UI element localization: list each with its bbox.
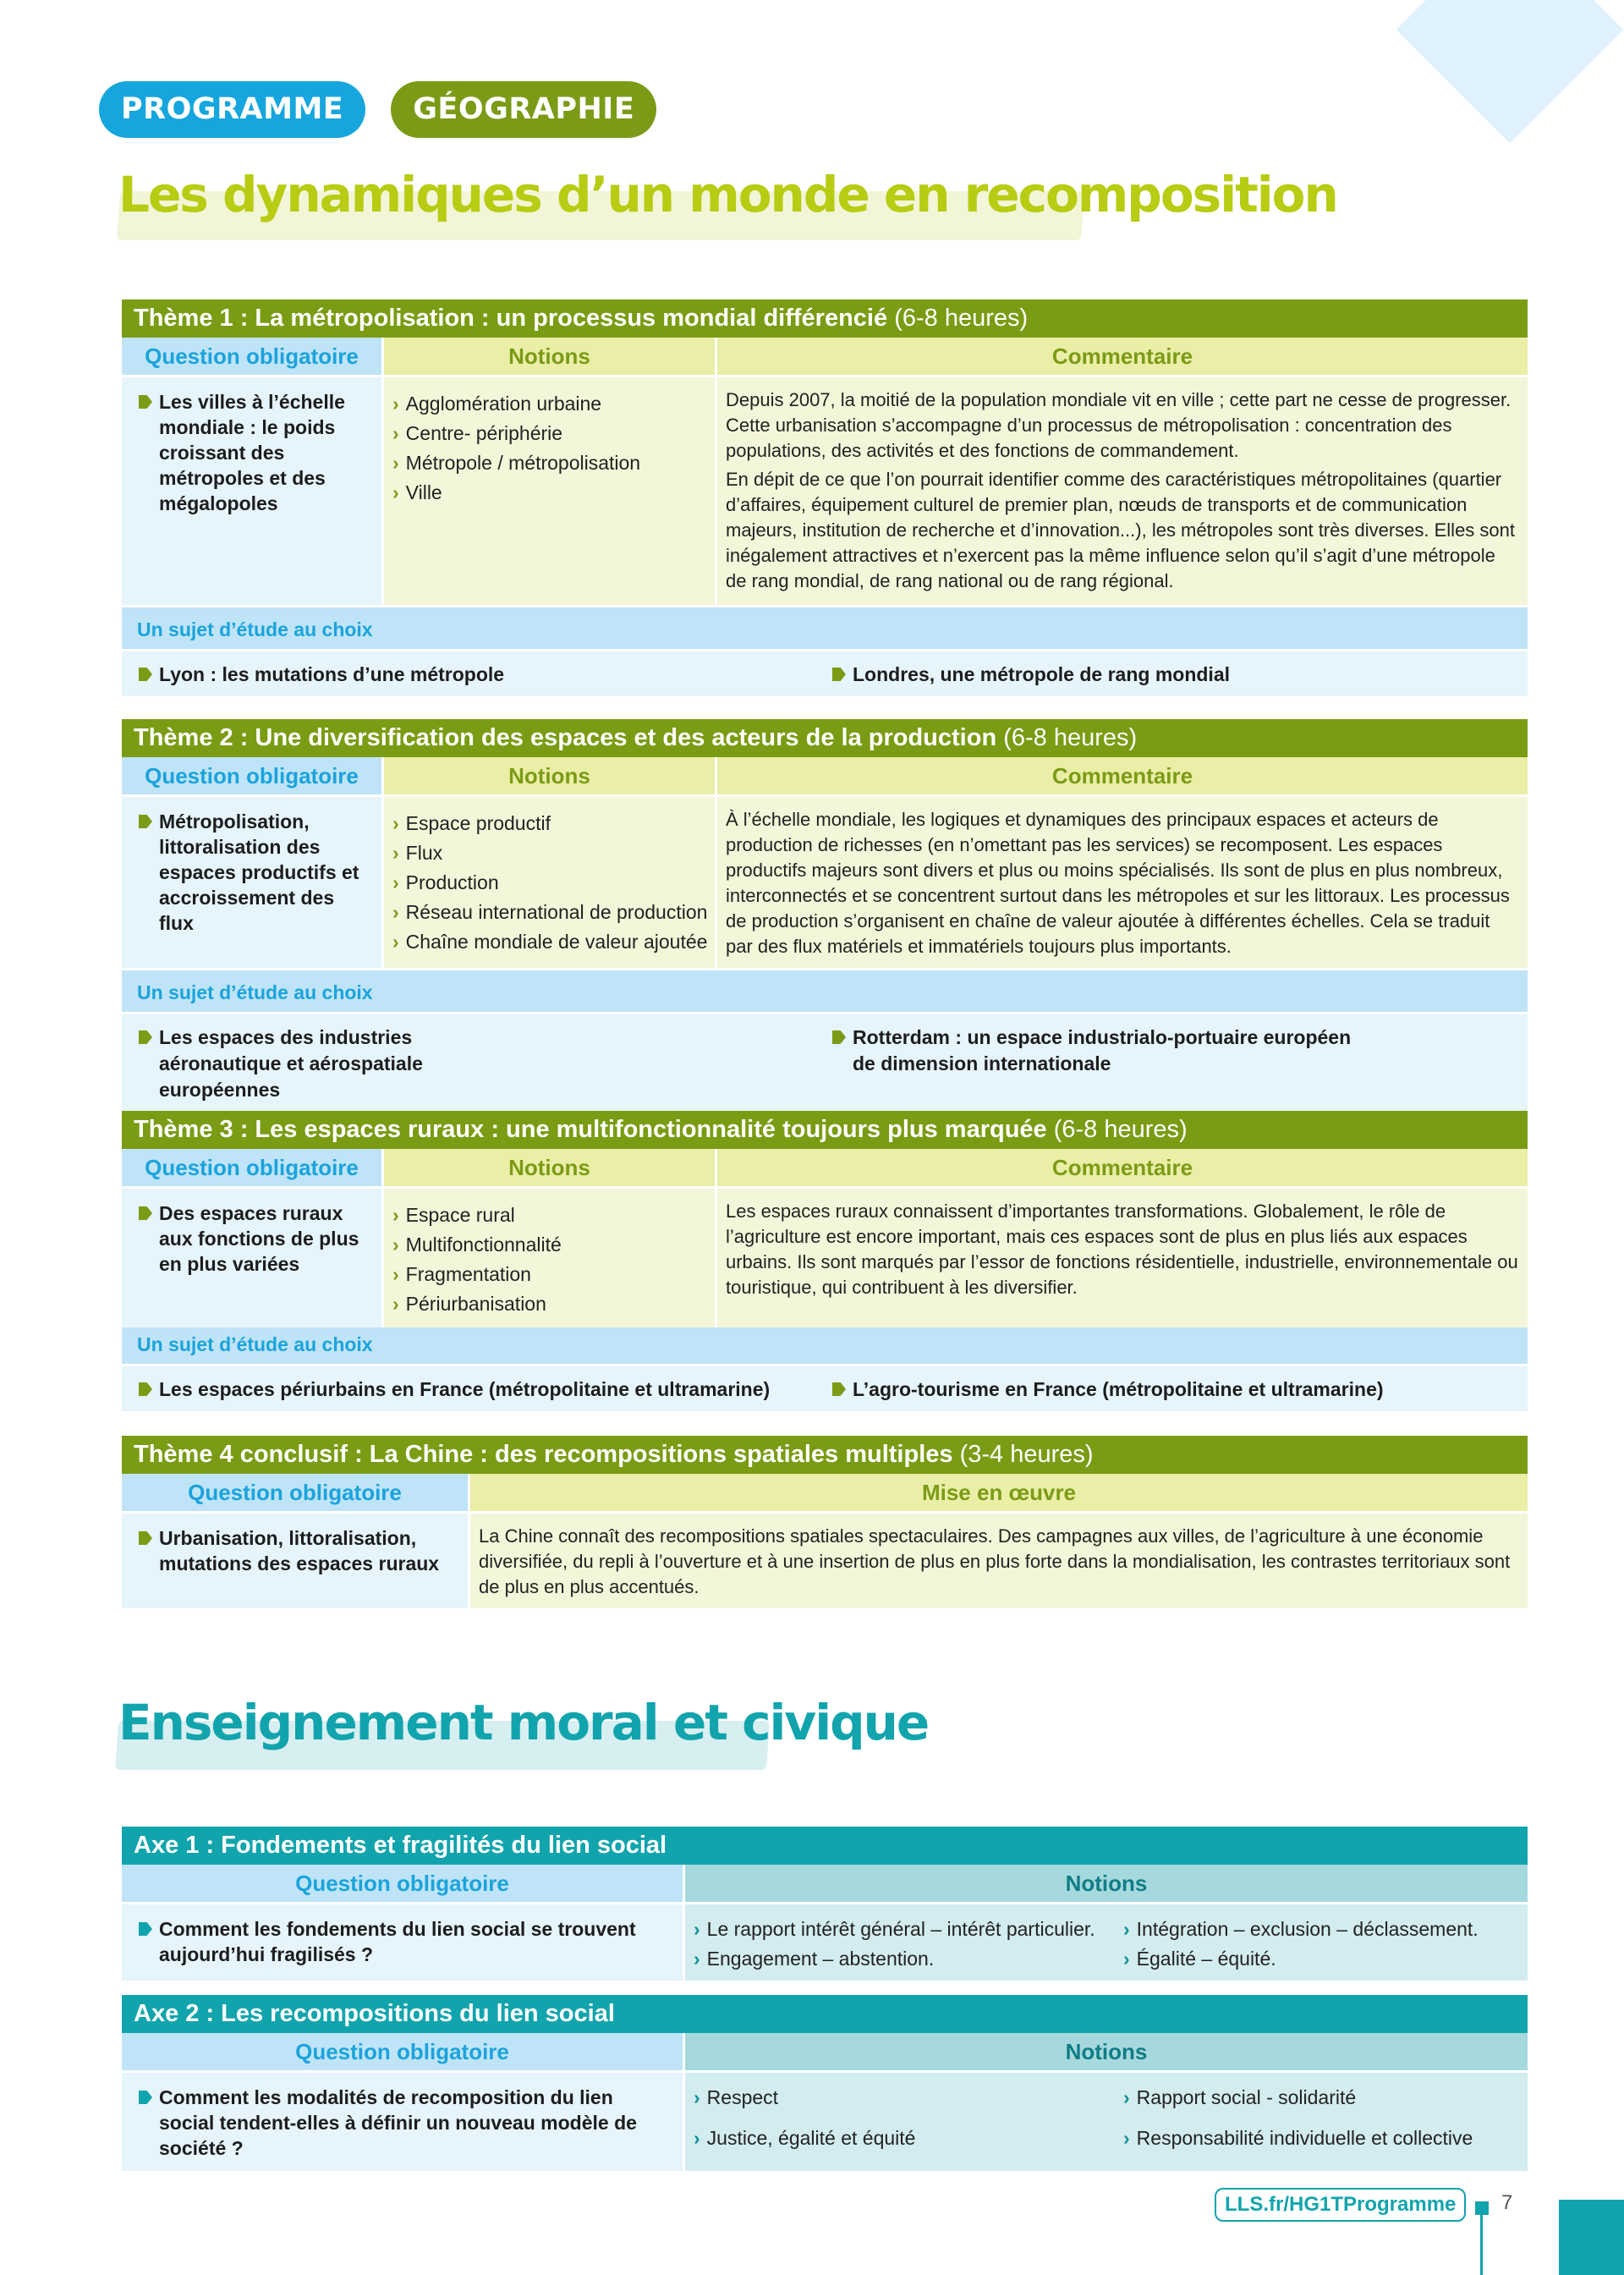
- commentaire-cell: [717, 377, 1528, 605]
- chevron-right-icon: ›: [392, 931, 399, 953]
- axe-1-header: Axe 1 : Fondements et fragilités du lien social: [122, 1827, 1528, 1865]
- theme-2-header: [122, 719, 1528, 757]
- flag-icon: [139, 815, 152, 828]
- commentaire-cell: [717, 797, 1528, 968]
- chevron-right-icon: ›: [694, 2127, 700, 2149]
- notions-cell: [384, 377, 717, 605]
- question-cell: [122, 1514, 470, 1608]
- chevron-right-icon: ›: [392, 1234, 399, 1256]
- notion-item: › Fragmentation: [392, 1260, 706, 1289]
- flag-icon: [139, 2091, 152, 2104]
- chevron-right-icon: ›: [392, 812, 399, 834]
- commentaire-paragraph: En dépit de ce que l’on pourrait identifier comme des caractéristiques métropolitaines (quartier d’affaires, équipement culturel de premier plan, nœuds de transports et de communication majeurs, institution de recherche et d’innovation...), les métropoles sont très diverses. Elles sont inégalement attractives et n’exercent pas la même influence selon qu’il s’agit d’une métropole de rang mondial, de rang national ou de rang régional.: [726, 469, 1516, 591]
- notion-item: › Agglomération urbaine: [392, 389, 706, 419]
- theme-2: [122, 719, 1528, 1112]
- corner-block: [1559, 2200, 1624, 2275]
- chevron-right-icon: ›: [392, 393, 399, 415]
- axe-2-header-row: [122, 2033, 1528, 2070]
- question-cell: [122, 1189, 384, 1327]
- commentaire-paragraph: Les espaces ruraux connaissent d’importantes transformations. Globalement, le rôle de l’agriculture est encore important, mais ces espaces sont de plus en plus liés aux espaces urbains. Ils sont marqués par l’essor de fonctions résidentielle, industrielle, environnementale ou touristique, qui contribuent à les diversifier.: [726, 1201, 1518, 1298]
- question-obligatoire: Les villes à l’échelle mondiale : le poids croissant des métropoles et des mégalopoles: [139, 389, 371, 516]
- col-question: Question obligatoire: [122, 1474, 470, 1511]
- chevron-right-icon: ›: [392, 422, 399, 444]
- theme-4-header: [122, 1436, 1528, 1474]
- emc-title: Enseignement moral et civique: [118, 1694, 929, 1751]
- notions-cell: [685, 2073, 1528, 2171]
- col-question: Question obligatoire: [122, 757, 384, 794]
- flag-icon: [139, 1922, 152, 1936]
- notion-item: › Chaîne mondiale de valeur ajoutée: [392, 927, 706, 957]
- chevron-right-icon: ›: [694, 1948, 700, 1970]
- theme-4: [122, 1436, 1528, 1606]
- theme-2-hours: (6-8 heures): [1003, 724, 1138, 751]
- flag-icon: [832, 1030, 846, 1044]
- chevron-right-icon: ›: [392, 1293, 399, 1315]
- chevron-right-icon: ›: [392, 871, 399, 893]
- col-question: Question obligatoire: [122, 1865, 685, 1902]
- col-question: Question obligatoire: [122, 338, 384, 375]
- notions-cell: [384, 1189, 717, 1327]
- chevron-right-icon: ›: [1123, 1918, 1130, 1940]
- chevron-right-icon: ›: [392, 901, 399, 923]
- col-notions: Notions: [685, 2033, 1528, 2070]
- chevron-right-icon: ›: [392, 452, 399, 474]
- theme-2-header-row: [122, 757, 1528, 794]
- col-mise-en-oeuvre: Mise en œuvre: [470, 1474, 1528, 1511]
- notion-item: › Production: [392, 868, 706, 898]
- etude-item: Les espaces des industries aéronautique et aérospatiale européennes: [139, 1025, 528, 1103]
- axe-2-body-row: [122, 2070, 1528, 2159]
- etude-item: Lyon : les mutations d’une métropole: [139, 662, 832, 688]
- programme-link[interactable]: LLS.fr/HG1TProgramme: [1215, 2188, 1466, 2222]
- chevron-right-icon: ›: [694, 1918, 700, 1940]
- theme-1-header-row: [122, 338, 1528, 375]
- etude-item: Londres, une métropole de rang mondial: [832, 662, 1544, 688]
- theme-4-header-row: [122, 1474, 1528, 1511]
- axe-1: [122, 1827, 1528, 1975]
- col-notions: Notions: [384, 1149, 717, 1186]
- notion-item: › Engagement – abstention.: [694, 1944, 1123, 1974]
- theme-3: [122, 1111, 1528, 1411]
- badges: [99, 81, 656, 138]
- axe-2: [122, 1995, 1528, 2159]
- theme-1-title: Thème 1 : La métropolisation : un processus mondial différencié: [134, 305, 888, 332]
- notion-item: › Intégration – exclusion – déclassement.: [1123, 1915, 1528, 1944]
- sujet-etude-row: [122, 1364, 1528, 1411]
- theme-4-body-row: [122, 1511, 1528, 1606]
- flag-icon: [139, 668, 152, 681]
- theme-3-hours: (6-8 heures): [1053, 1116, 1188, 1143]
- notion-item: › Espace productif: [392, 809, 706, 838]
- notion-item: › Flux: [392, 838, 706, 868]
- notions-cell: [685, 1904, 1528, 1981]
- footer-line: [1480, 2215, 1483, 2275]
- mise-en-oeuvre-cell: [470, 1514, 1528, 1608]
- sujet-etude-header: Un sujet d’étude au choix: [122, 968, 1528, 1012]
- question-obligatoire: Des espaces ruraux aux fonctions de plus en plus variées: [139, 1201, 371, 1277]
- theme-4-title: Thème 4 conclusif : La Chine : des recompositions spatiales multiples: [134, 1441, 953, 1468]
- commentaire-paragraph: Depuis 2007, la moitié de la population mondiale vit en ville ; cette part ne cesse de progresser. Cette urbanisation s’accompagne d’un processus de métropolisation : concentration des populations, des activités et des fonctions de commandement.: [726, 389, 1512, 461]
- question-cell: [122, 797, 384, 968]
- question-obligatoire: Comment les fondements du lien social se trouvent aujourd’hui fragilisés ?: [139, 1916, 672, 1967]
- theme-3-header-row: [122, 1149, 1528, 1186]
- notion-item: › Espace rural: [392, 1201, 706, 1230]
- flag-icon: [139, 1206, 152, 1220]
- sujet-etude-row: [122, 649, 1528, 696]
- theme-3-title: Thème 3 : Les espaces ruraux : une multifonctionnalité toujours plus marquée: [134, 1116, 1047, 1143]
- flag-icon: [139, 395, 152, 409]
- page-title: Les dynamiques d’un monde en recomposition: [118, 166, 1337, 223]
- page-number: 7: [1501, 2191, 1513, 2214]
- chevron-right-icon: ›: [1123, 2086, 1130, 2108]
- etude-item: Rotterdam : un espace industrialo-portuaire européen de dimension internationale: [832, 1025, 1374, 1103]
- flag-icon: [139, 1382, 152, 1396]
- chevron-right-icon: ›: [694, 2086, 700, 2108]
- col-notions: Notions: [384, 338, 717, 375]
- notion-item: › Justice, égalité et équité: [694, 2124, 1123, 2164]
- corner-decoration: [1396, 0, 1624, 143]
- col-notions: Notions: [685, 1865, 1528, 1902]
- theme-1: [122, 299, 1528, 696]
- mise-en-oeuvre-text: La Chine connaît des recompositions spatiales spectaculaires. Des campagnes aux villes, de l’agriculture à une économie diversifiée, du repli à l’ouverture et à une insertion de plus en plus forte dans la mondialisation, les contrastes territoriaux sont de plus en plus accentués.: [479, 1525, 1511, 1597]
- etude-item: Les espaces périurbains en France (métropolitaine et ultramarine): [139, 1377, 832, 1403]
- notions-cell: [384, 797, 717, 968]
- theme-2-body-row: [122, 794, 1528, 968]
- flag-icon: [832, 668, 846, 681]
- col-question: Question obligatoire: [122, 2033, 685, 2070]
- axe-2-header: Axe 2 : Les recompositions du lien social: [122, 1995, 1528, 2033]
- chevron-right-icon: ›: [1123, 1948, 1130, 1970]
- etude-item: L’agro-tourisme en France (métropolitaine et ultramarine): [832, 1377, 1544, 1403]
- notion-item: › Centre- périphérie: [392, 419, 706, 448]
- question-obligatoire: Urbanisation, littoralisation, mutations des espaces ruraux: [139, 1525, 458, 1576]
- question-cell: [122, 2073, 685, 2171]
- theme-4-hours: (3-4 heures): [959, 1441, 1094, 1468]
- flag-icon: [139, 1030, 152, 1044]
- col-question: Question obligatoire: [122, 1149, 384, 1186]
- commentaire-paragraph: À l’échelle mondiale, les logiques et dynamiques des principaux espaces et acteurs de production de richesses (en n’omettant pas les services) se recomposent. Les espaces productifs majeurs sont divers et plus ou moins spécialisés. Ils sont de plus en plus nombreux, interconnectés et se concentrent surtout dans les métropoles et sur les littoraux. Les processus de production s’organisent en chaîne de valeur ajoutée à différentes échelles. Cela se traduit par des flux matériels et immatériels toujours plus importants.: [726, 809, 1510, 957]
- sujet-etude-row: [122, 1012, 1528, 1112]
- sujet-etude-header: Un sujet d’étude au choix: [122, 605, 1528, 649]
- chevron-right-icon: ›: [392, 842, 399, 864]
- chevron-right-icon: ›: [392, 481, 399, 503]
- theme-3-header: [122, 1111, 1528, 1149]
- theme-1-hours: (6-8 heures): [894, 305, 1029, 332]
- question-cell: [122, 377, 384, 605]
- col-notions: Notions: [384, 757, 717, 794]
- flag-icon: [139, 1531, 152, 1545]
- question-obligatoire: Comment les modalités de recomposition du lien social tendent-elles à définir un nouveau modèle de société ?: [139, 2085, 672, 2161]
- notion-item: › Respect: [694, 2083, 1123, 2124]
- theme-3-body-row: [122, 1186, 1528, 1320]
- theme-1-body-row: [122, 375, 1528, 605]
- chevron-right-icon: ›: [392, 1263, 399, 1285]
- chevron-right-icon: ›: [1123, 2127, 1130, 2149]
- commentaire-cell: [717, 1189, 1528, 1327]
- notion-item: › Métropole / métropolisation: [392, 448, 706, 478]
- notion-item: › Périurbanisation: [392, 1289, 706, 1319]
- programme-badge: PROGRAMME: [99, 81, 365, 138]
- sujet-etude-header: Un sujet d’étude au choix: [122, 1320, 1528, 1364]
- question-obligatoire: Métropolisation, littoralisation des espaces productifs et accroissement des flux: [139, 809, 371, 936]
- notion-item: › Rapport social - solidarité: [1123, 2083, 1528, 2124]
- chevron-right-icon: ›: [392, 1204, 399, 1226]
- theme-1-header: [122, 299, 1528, 338]
- col-commentaire: Commentaire: [717, 338, 1528, 375]
- subject-badge: GÉOGRAPHIE: [391, 81, 656, 138]
- col-commentaire: Commentaire: [717, 757, 1528, 794]
- axe-1-body-row: [122, 1902, 1528, 1975]
- notion-item: › Égalité – équité.: [1123, 1944, 1528, 1974]
- footer-marker: [1475, 2201, 1489, 2215]
- notion-item: › Responsabilité individuelle et collective: [1123, 2124, 1528, 2164]
- flag-icon: [832, 1382, 846, 1396]
- axe-1-header-row: [122, 1865, 1528, 1902]
- notion-item: › Ville: [392, 478, 706, 508]
- question-cell: [122, 1904, 685, 1981]
- col-commentaire: Commentaire: [717, 1149, 1528, 1186]
- theme-2-title: Thème 2 : Une diversification des espaces et des acteurs de la production: [134, 724, 997, 751]
- notion-item: › Multifonctionnalité: [392, 1230, 706, 1260]
- notion-item: › Le rapport intérêt général – intérêt particulier.: [694, 1915, 1123, 1944]
- notion-item: › Réseau international de production: [392, 898, 706, 927]
